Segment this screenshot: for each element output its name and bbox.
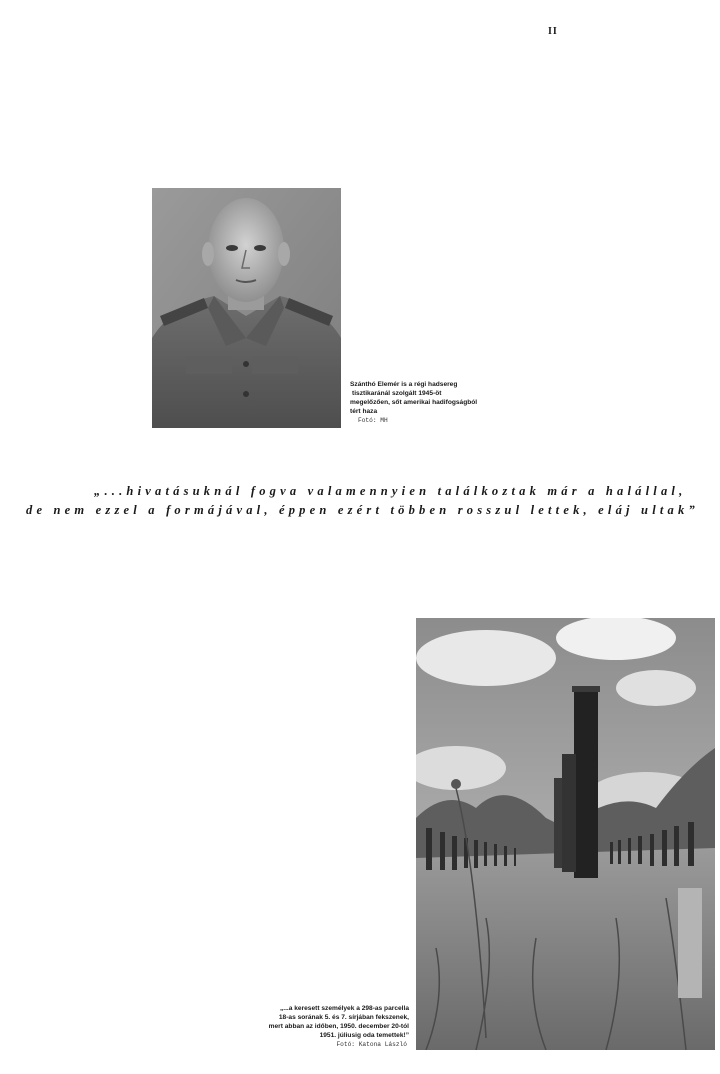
caption-line: tért haza [350, 408, 378, 415]
caption-line: tisztikaránál szolgált 1945-öt [352, 390, 442, 397]
pull-quote-line-2: de nem ezzel a formájával, éppen ezért többen rosszul lettek, eláj ultak” [26, 503, 699, 517]
caption-line: mert abban az időben, 1950. december 20-tól [268, 1023, 409, 1030]
caption-line: megelőzően, sőt amerikai hadifogságból [350, 399, 478, 406]
portrait-caption [350, 380, 510, 425]
caption-line: „...a keresett személyek a 298-as parcella [279, 1005, 409, 1012]
caption-line: Szánthó Elemér is a régi hadsereg [350, 381, 458, 388]
caption-line: 1951. júliusig oda temettek!” [319, 1032, 409, 1039]
caption-line: 18-as sorának 5. és 7. sírjában fekszenek, [278, 1014, 409, 1021]
photo-credit: Fotó: MH [358, 417, 388, 424]
cemetery-caption [244, 1004, 409, 1049]
portrait-photo [152, 188, 341, 428]
pull-quote-line-1: „...hivatásuknál fogva valamennyien találkoztak már a halállal, [94, 484, 687, 498]
photo-credit: Fotó: Katona László [336, 1041, 407, 1048]
cemetery-photo [416, 618, 715, 1050]
page-number: II [548, 26, 558, 37]
